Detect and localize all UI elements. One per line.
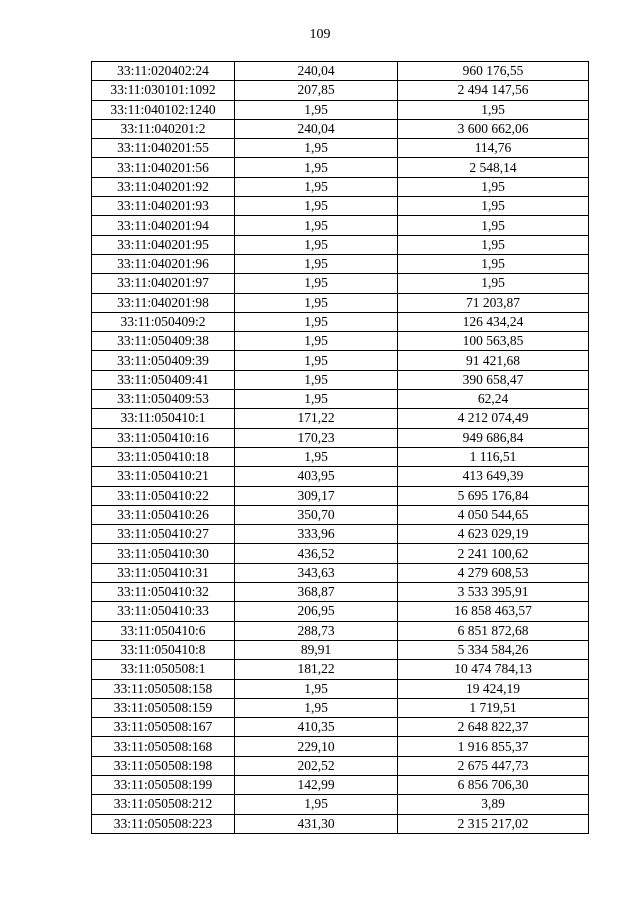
area-cell: 1,95 (235, 312, 398, 331)
cadastral-number-cell: 33:11:040201:97 (92, 274, 235, 293)
cadastral-number-cell: 33:11:050409:41 (92, 370, 235, 389)
area-cell: 403,95 (235, 467, 398, 486)
value-cell: 71 203,87 (398, 293, 589, 312)
area-cell: 142,99 (235, 775, 398, 794)
table-row (92, 486, 589, 505)
area-cell: 1,95 (235, 698, 398, 717)
area-cell: 1,95 (235, 332, 398, 351)
value-cell: 960 176,55 (398, 62, 589, 81)
value-cell: 2 648 822,37 (398, 718, 589, 737)
table-row (92, 158, 589, 177)
value-cell: 6 856 706,30 (398, 775, 589, 794)
cadastral-number-cell: 33:11:050508:168 (92, 737, 235, 756)
area-cell: 240,04 (235, 119, 398, 138)
table-row (92, 660, 589, 679)
value-cell: 4 623 029,19 (398, 525, 589, 544)
value-cell: 114,76 (398, 139, 589, 158)
table-row (92, 254, 589, 273)
value-cell: 949 686,84 (398, 428, 589, 447)
table-row (92, 177, 589, 196)
table-row (92, 602, 589, 621)
area-cell: 343,63 (235, 563, 398, 582)
cadastral-number-cell: 33:11:050508:223 (92, 814, 235, 833)
cadastral-number-cell: 33:11:050410:31 (92, 563, 235, 582)
table-row (92, 544, 589, 563)
cadastral-number-cell: 33:11:040201:95 (92, 235, 235, 254)
table-row (92, 81, 589, 100)
area-cell: 171,22 (235, 409, 398, 428)
value-cell: 1,95 (398, 100, 589, 119)
value-cell: 2 315 217,02 (398, 814, 589, 833)
cadastral-number-cell: 33:11:040201:2 (92, 119, 235, 138)
table-row (92, 216, 589, 235)
cadastral-number-cell: 33:11:040201:55 (92, 139, 235, 158)
area-cell: 1,95 (235, 390, 398, 409)
cadastral-number-cell: 33:11:050410:27 (92, 525, 235, 544)
value-cell: 2 548,14 (398, 158, 589, 177)
cadastral-number-cell: 33:11:040201:56 (92, 158, 235, 177)
area-cell: 368,87 (235, 583, 398, 602)
table-row (92, 351, 589, 370)
cadastral-number-cell: 33:11:050508:198 (92, 756, 235, 775)
cadastral-number-cell: 33:11:050410:33 (92, 602, 235, 621)
value-cell: 3 533 395,91 (398, 583, 589, 602)
table-row (92, 62, 589, 81)
cadastral-number-cell: 33:11:050410:8 (92, 640, 235, 659)
cadastral-number-cell: 33:11:050409:39 (92, 351, 235, 370)
cadastral-number-cell: 33:11:050409:38 (92, 332, 235, 351)
table-row (92, 718, 589, 737)
cadastral-number-cell: 33:11:050508:199 (92, 775, 235, 794)
cadastral-number-cell: 33:11:050410:6 (92, 621, 235, 640)
area-cell: 206,95 (235, 602, 398, 621)
cadastral-number-cell: 33:11:050409:2 (92, 312, 235, 331)
area-cell: 170,23 (235, 428, 398, 447)
area-cell: 1,95 (235, 254, 398, 273)
table-row (92, 235, 589, 254)
value-cell: 3,89 (398, 795, 589, 814)
table-row (92, 756, 589, 775)
area-cell: 1,95 (235, 795, 398, 814)
value-cell: 1 719,51 (398, 698, 589, 717)
area-cell: 1,95 (235, 679, 398, 698)
cadastral-number-cell: 33:11:050410:32 (92, 583, 235, 602)
cadastral-number-cell: 33:11:050410:22 (92, 486, 235, 505)
value-cell: 413 649,39 (398, 467, 589, 486)
value-cell: 16 858 463,57 (398, 602, 589, 621)
table-row (92, 640, 589, 659)
value-cell: 390 658,47 (398, 370, 589, 389)
area-cell: 1,95 (235, 139, 398, 158)
cadastral-number-cell: 33:11:040201:93 (92, 197, 235, 216)
area-cell: 1,95 (235, 235, 398, 254)
value-cell: 4 050 544,65 (398, 505, 589, 524)
table-row (92, 370, 589, 389)
area-cell: 1,95 (235, 100, 398, 119)
area-cell: 288,73 (235, 621, 398, 640)
page-number: 109 (309, 27, 331, 42)
cadastral-number-cell: 33:11:040201:94 (92, 216, 235, 235)
value-cell: 1,95 (398, 235, 589, 254)
table-row (92, 274, 589, 293)
area-cell: 1,95 (235, 177, 398, 196)
table-row (92, 139, 589, 158)
area-cell: 1,95 (235, 293, 398, 312)
value-cell: 19 424,19 (398, 679, 589, 698)
table-row (92, 737, 589, 756)
area-cell: 1,95 (235, 447, 398, 466)
cadastral-number-cell: 33:11:040102:1240 (92, 100, 235, 119)
area-cell: 1,95 (235, 197, 398, 216)
table-row (92, 409, 589, 428)
table-row (92, 467, 589, 486)
area-cell: 1,95 (235, 370, 398, 389)
value-cell: 1,95 (398, 177, 589, 196)
value-cell: 126 434,24 (398, 312, 589, 331)
table-row (92, 563, 589, 582)
area-cell: 1,95 (235, 274, 398, 293)
area-cell: 1,95 (235, 351, 398, 370)
area-cell: 207,85 (235, 81, 398, 100)
value-cell: 10 474 784,13 (398, 660, 589, 679)
cadastral-number-cell: 33:11:050508:159 (92, 698, 235, 717)
area-cell: 350,70 (235, 505, 398, 524)
table-row (92, 390, 589, 409)
value-cell: 62,24 (398, 390, 589, 409)
cadastral-number-cell: 33:11:040201:96 (92, 254, 235, 273)
area-cell: 240,04 (235, 62, 398, 81)
cadastral-number-cell: 33:11:050410:30 (92, 544, 235, 563)
area-cell: 89,91 (235, 640, 398, 659)
value-cell: 1,95 (398, 216, 589, 235)
table-row (92, 621, 589, 640)
table-row (92, 293, 589, 312)
value-cell: 1,95 (398, 274, 589, 293)
value-cell: 6 851 872,68 (398, 621, 589, 640)
area-cell: 1,95 (235, 158, 398, 177)
table-row (92, 332, 589, 351)
value-cell: 1,95 (398, 254, 589, 273)
value-cell: 1,95 (398, 197, 589, 216)
table-body (92, 62, 589, 834)
value-cell: 1 116,51 (398, 447, 589, 466)
area-cell: 333,96 (235, 525, 398, 544)
table-row (92, 119, 589, 138)
table-row (92, 505, 589, 524)
value-cell: 5 695 176,84 (398, 486, 589, 505)
area-cell: 181,22 (235, 660, 398, 679)
cadastral-number-cell: 33:11:050508:212 (92, 795, 235, 814)
area-cell: 431,30 (235, 814, 398, 833)
cadastral-number-cell: 33:11:050508:1 (92, 660, 235, 679)
value-cell: 4 279 608,53 (398, 563, 589, 582)
table-row (92, 100, 589, 119)
table-row (92, 698, 589, 717)
value-cell: 5 334 584,26 (398, 640, 589, 659)
cadastral-number-cell: 33:11:040201:92 (92, 177, 235, 196)
table-row (92, 428, 589, 447)
cadastral-number-cell: 33:11:050508:167 (92, 718, 235, 737)
cadastral-number-cell: 33:11:050410:18 (92, 447, 235, 466)
value-cell: 3 600 662,06 (398, 119, 589, 138)
value-cell: 4 212 074,49 (398, 409, 589, 428)
value-cell: 2 675 447,73 (398, 756, 589, 775)
table-row (92, 795, 589, 814)
cadastral-number-cell: 33:11:050410:16 (92, 428, 235, 447)
area-cell: 436,52 (235, 544, 398, 563)
cadastral-number-cell: 33:11:050508:158 (92, 679, 235, 698)
value-cell: 1 916 855,37 (398, 737, 589, 756)
cadastral-number-cell: 33:11:050410:1 (92, 409, 235, 428)
cadastral-number-cell: 33:11:050410:26 (92, 505, 235, 524)
cadastral-number-cell: 33:11:050409:53 (92, 390, 235, 409)
table-row (92, 525, 589, 544)
value-cell: 2 241 100,62 (398, 544, 589, 563)
value-cell: 91 421,68 (398, 351, 589, 370)
table-row (92, 312, 589, 331)
cadastral-number-cell: 33:11:020402:24 (92, 62, 235, 81)
table-row (92, 814, 589, 833)
table-row (92, 583, 589, 602)
area-cell: 1,95 (235, 216, 398, 235)
value-cell: 100 563,85 (398, 332, 589, 351)
table-row (92, 447, 589, 466)
table-row (92, 197, 589, 216)
cadastral-number-cell: 33:11:050410:21 (92, 467, 235, 486)
cadastral-number-cell: 33:11:040201:98 (92, 293, 235, 312)
area-cell: 229,10 (235, 737, 398, 756)
area-cell: 309,17 (235, 486, 398, 505)
table-row (92, 679, 589, 698)
data-table (91, 61, 589, 834)
area-cell: 202,52 (235, 756, 398, 775)
table-row (92, 775, 589, 794)
area-cell: 410,35 (235, 718, 398, 737)
cadastral-number-cell: 33:11:030101:1092 (92, 81, 235, 100)
value-cell: 2 494 147,56 (398, 81, 589, 100)
